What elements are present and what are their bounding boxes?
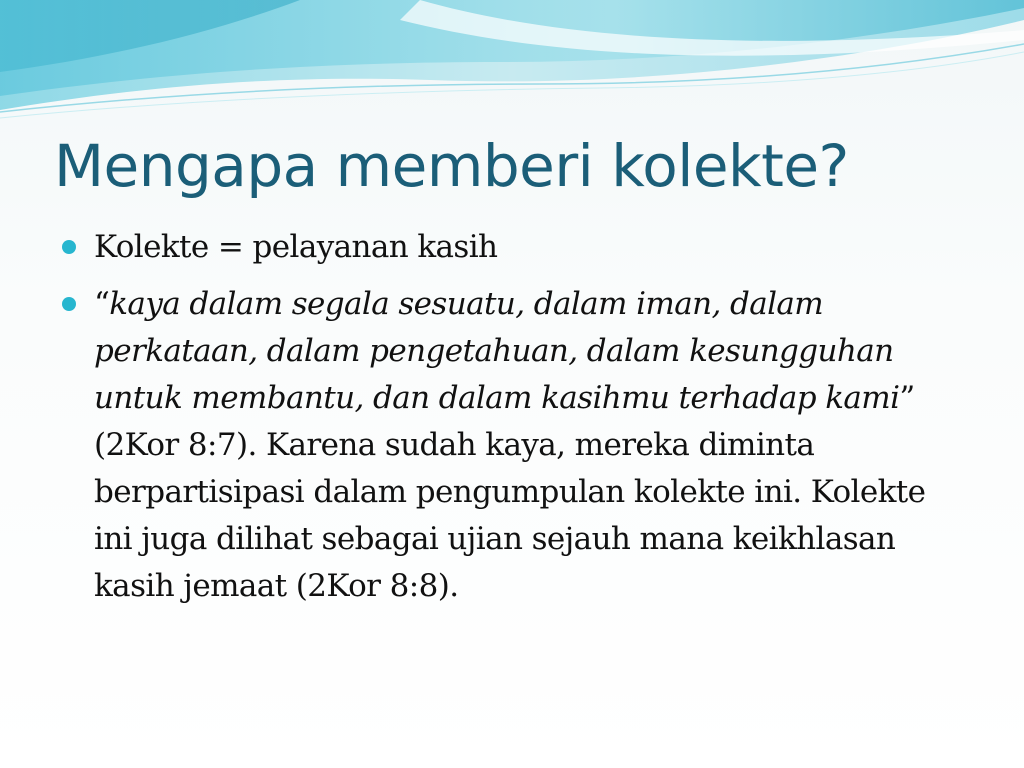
header-wave-decoration (0, 0, 1024, 130)
bullet-dot-icon (62, 240, 76, 254)
bullet-item-2 (62, 281, 967, 610)
open-quote-mark: “ (94, 286, 110, 322)
bullet-dot-icon (62, 297, 76, 311)
bullet-text: (2Kor 8:7). Karena sudah kaya, mereka diminta berpartisipasi dalam pengumpulan kolekte ini. Kolekte ini juga dilihat sebagai ujian sejauh mana keikhlasan kasih jemaat (2Kor 8:8). (94, 427, 926, 604)
bullet-item-1 (62, 224, 967, 271)
bullet-text: Kolekte = pelayanan kasih (94, 229, 498, 265)
bullet-list (62, 224, 967, 620)
slide-title: Mengapa memberi kolekte? (54, 132, 849, 200)
close-quote-mark: ” (899, 380, 915, 416)
scripture-quote: kaya dalam segala sesuatu, dalam iman, dalam perkataan, dalam pengetahuan, dalam kesungguhan untuk membantu, dan dalam kasihmu terhadap kami (94, 286, 900, 416)
